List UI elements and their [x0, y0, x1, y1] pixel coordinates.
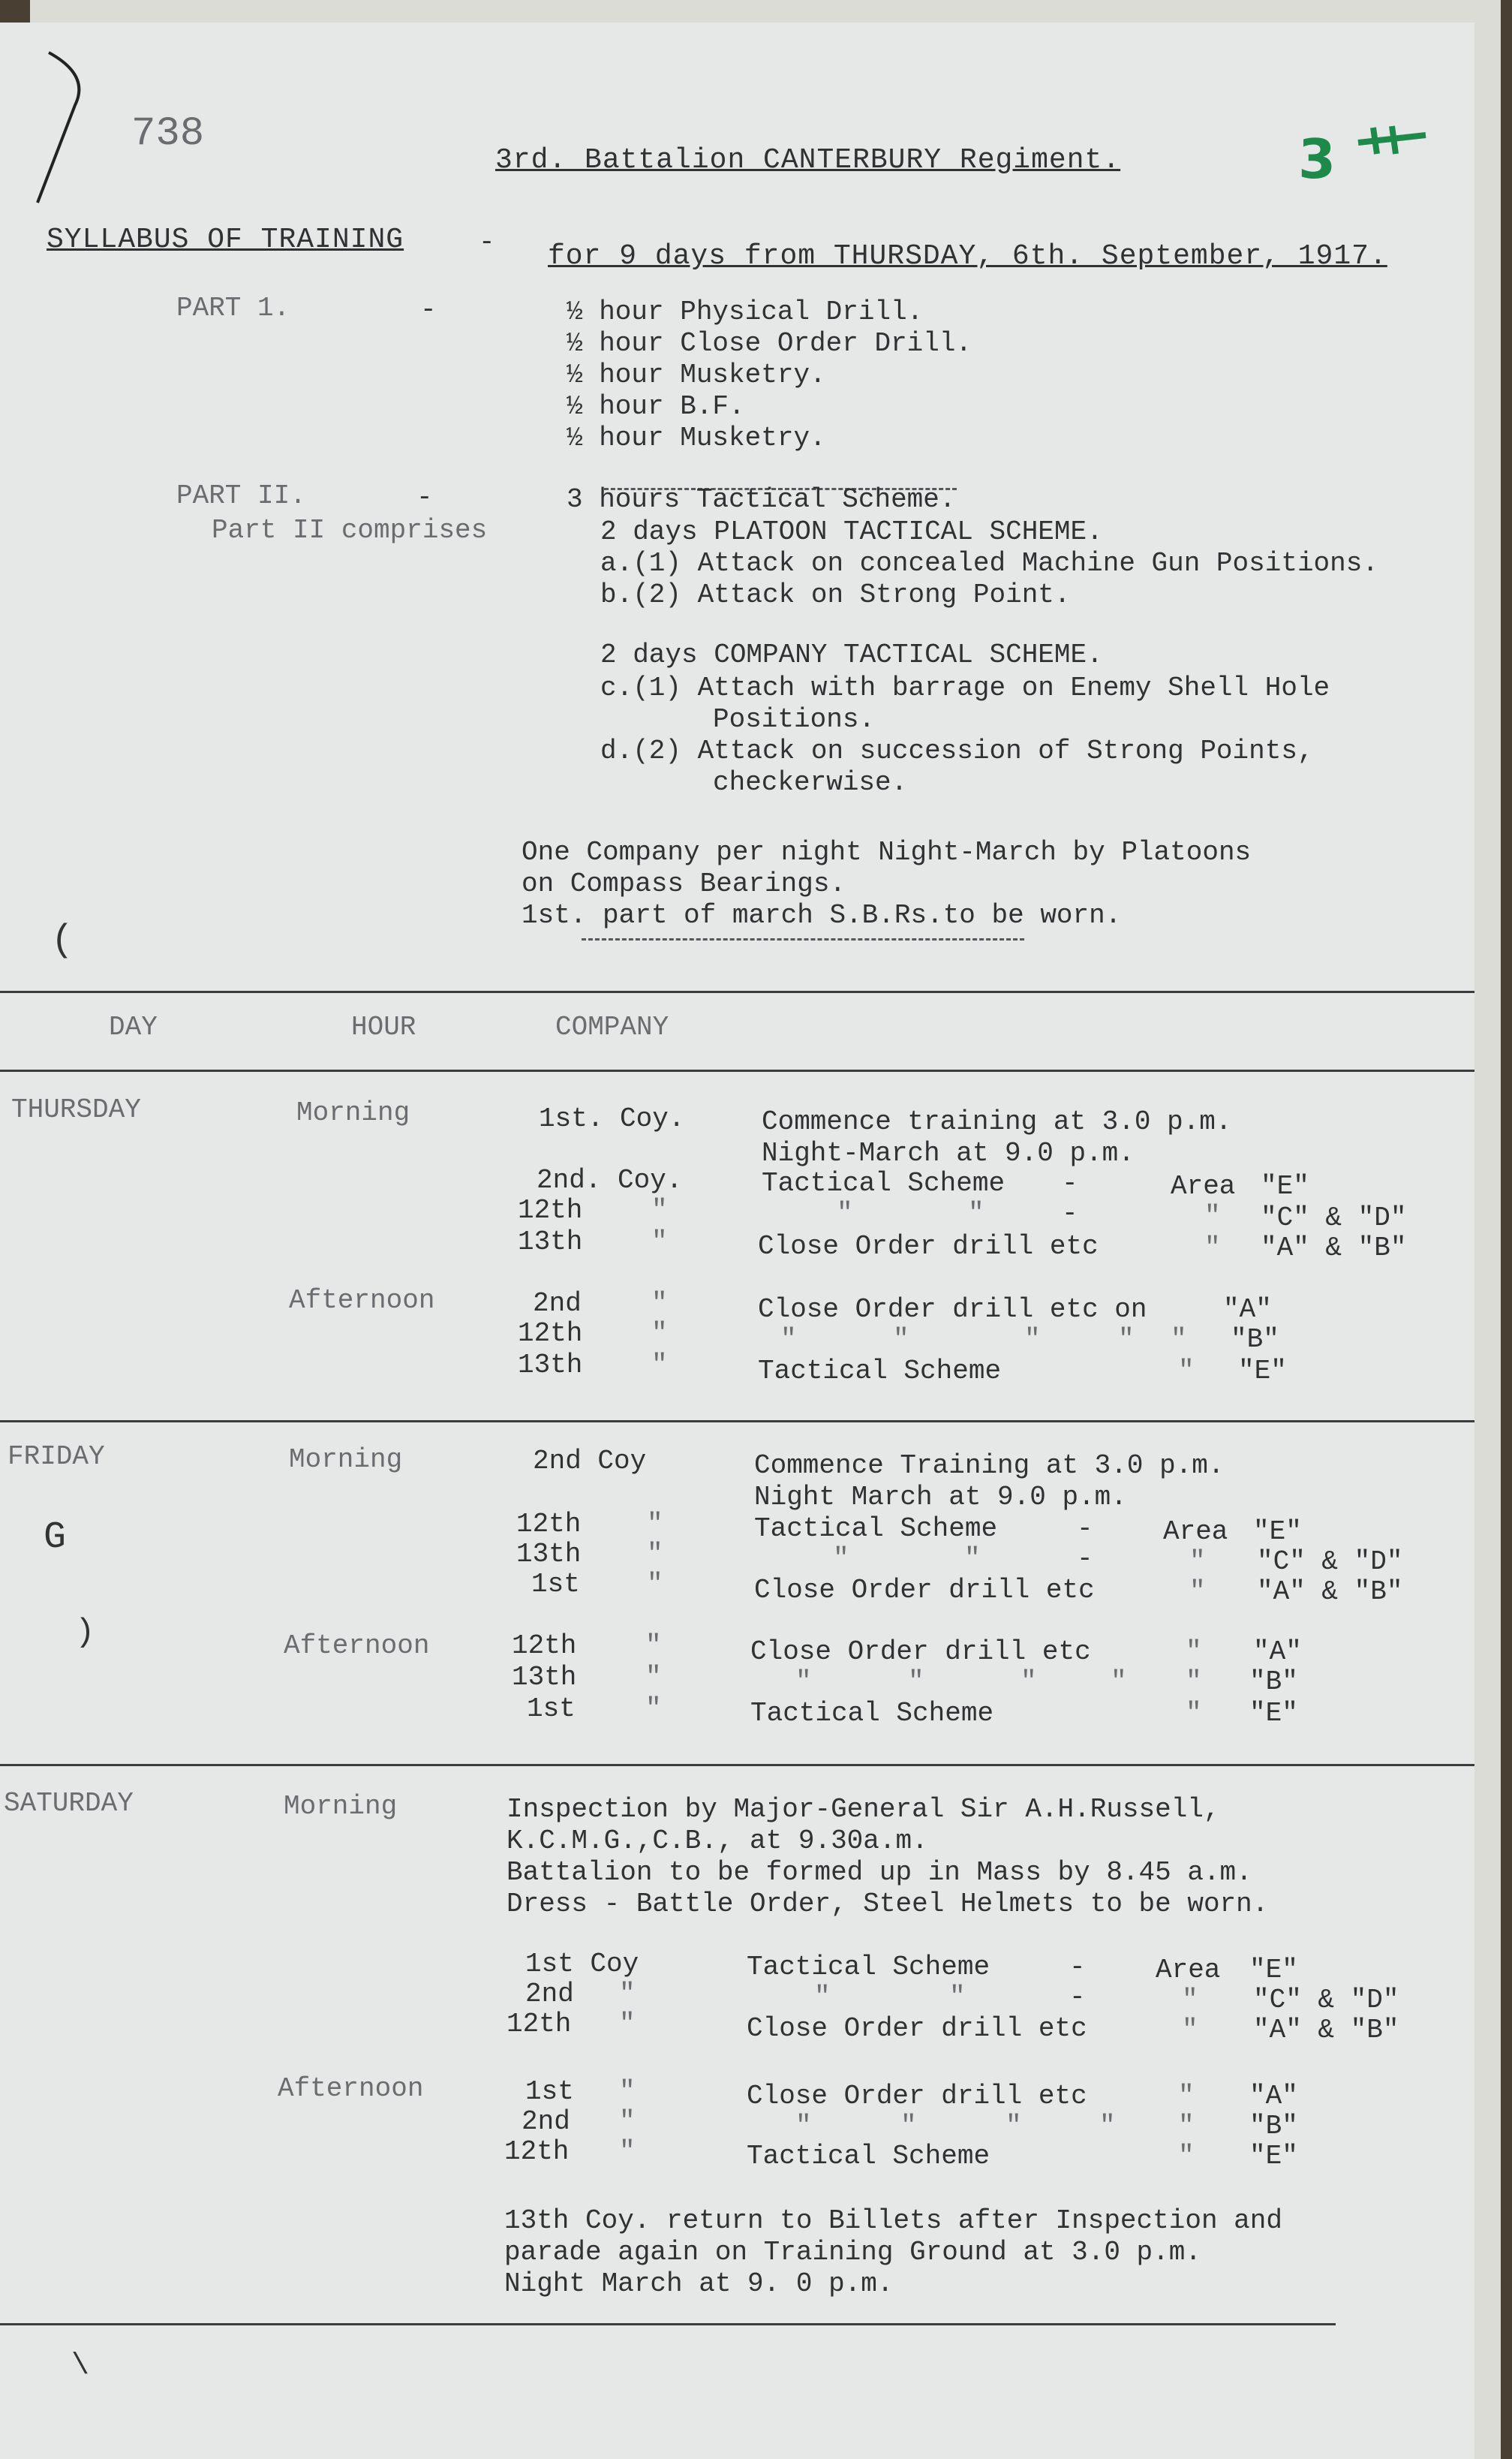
ditto-mark: "	[1024, 1324, 1041, 1355]
hour-morning: Morning	[284, 1791, 398, 1822]
activity-cell: Tactical Scheme	[750, 1698, 994, 1729]
activity-cell: Night-March at 9.0 p.m.	[762, 1138, 1135, 1169]
company-cell: 2nd	[525, 1979, 574, 2009]
ditto-mark: "	[645, 1693, 662, 1724]
ditto-mark: "	[647, 1569, 663, 1600]
dash-mark: -	[1062, 1198, 1078, 1229]
ditto-mark: "	[1021, 1666, 1037, 1697]
company-cell: 12th	[518, 1195, 583, 1226]
ditto-mark: "	[1178, 1356, 1195, 1386]
company-cell: 2nd	[522, 2106, 570, 2137]
ditto-mark: "	[1005, 2111, 1022, 2141]
part1-item: ½ hour Physical Drill.	[567, 296, 924, 327]
company-cell: 1st	[527, 1693, 576, 1724]
day-thursday: THURSDAY	[11, 1094, 141, 1125]
area-cell: "E"	[1249, 1955, 1298, 1985]
ditto-mark: "	[651, 1318, 668, 1349]
part1-item: ½ hour Musketry.	[567, 360, 826, 390]
document-page	[0, 23, 1474, 2459]
ditto-mark: "	[651, 1226, 668, 1257]
part2-dash: -	[416, 482, 433, 513]
folio-underline	[1351, 120, 1441, 150]
ditto-mark: "	[908, 1666, 924, 1697]
night-march-line: 1st. part of march S.B.Rs.to be worn.	[522, 900, 1122, 931]
activity-cell: Close Order drill etc	[747, 2081, 1087, 2111]
area-cell: "A"	[1223, 1294, 1272, 1325]
area-cell: "B"	[1231, 1324, 1279, 1355]
syllabus-period: for 9 days from THURSDAY, 6th. September, 1917.	[548, 240, 1387, 272]
part2-label: PART II.	[176, 480, 306, 511]
ditto-mark: "	[647, 1539, 663, 1570]
night-march-note	[522, 837, 1251, 932]
company-cell: 12th	[512, 1630, 577, 1661]
area-label: Area	[1156, 1955, 1221, 1985]
inspection-note	[507, 1794, 1268, 1920]
area-cell: "C" & "D"	[1261, 1202, 1407, 1233]
area-cell: "E"	[1249, 1698, 1298, 1729]
part1-item: ½ hour B.F.	[567, 391, 745, 422]
corner-pencil-stroke	[23, 45, 90, 210]
company-cell: 2nd Coy	[533, 1446, 647, 1476]
ditto-mark: "	[814, 1982, 831, 2012]
saturday-note-line: 13th Coy. return to Billets after Inspection and	[504, 2205, 1282, 2236]
ditto-mark: "	[795, 2111, 812, 2141]
area-label: Area	[1171, 1171, 1236, 1202]
part1-item: ½ hour Close Order Drill.	[567, 328, 972, 359]
ditto-mark: "	[1171, 1324, 1187, 1355]
dash-mark: -	[1077, 1513, 1093, 1544]
ditto-mark: "	[1204, 1233, 1221, 1263]
ditto-mark: "	[619, 2136, 636, 2167]
ditto-mark: "	[1178, 2081, 1195, 2111]
area-cell: "A" & "B"	[1257, 1576, 1403, 1607]
company-scheme-list	[600, 673, 1330, 799]
platoon-scheme-list	[600, 548, 1378, 611]
ditto-mark: "	[619, 2076, 636, 2107]
part1-label: PART 1.	[176, 293, 290, 324]
ditto-mark: "	[645, 1630, 662, 1661]
company-cell: 13th	[518, 1350, 583, 1380]
friday-rule	[0, 1764, 1474, 1766]
activity-cell: Night March at 9.0 p.m.	[754, 1482, 1127, 1512]
area-cell: "E"	[1253, 1516, 1302, 1547]
saturday-note-line: parade again on Training Ground at 3.0 p.m.	[504, 2237, 1201, 2268]
ditto-mark: "	[619, 1979, 636, 2009]
ditto-mark: "	[780, 1324, 797, 1355]
hour-afternoon: Afternoon	[284, 1630, 430, 1661]
dash-mark: -	[1069, 1982, 1086, 2012]
area-cell: "E"	[1249, 2141, 1298, 2172]
folio-tick-icon	[1351, 120, 1441, 165]
part1-list	[567, 296, 972, 454]
activity-cell: Tactical Scheme	[762, 1168, 1005, 1199]
day-saturday: SATURDAY	[4, 1788, 134, 1819]
table-top-rule	[0, 991, 1474, 993]
ditto-mark: "	[619, 2106, 636, 2137]
column-header-day: DAY	[109, 1012, 158, 1043]
dash-mark: -	[1077, 1543, 1093, 1574]
saturday-note	[504, 2205, 1282, 2300]
hour-morning: Morning	[289, 1444, 403, 1475]
ditto-mark: "	[964, 1543, 981, 1574]
activity-cell: Tactical Scheme	[758, 1356, 1002, 1386]
company-cell: 1st	[525, 2076, 574, 2107]
part1-dash: -	[420, 294, 437, 325]
column-header-hour: HOUR	[351, 1012, 416, 1043]
part2-comprises: Part II comprises	[212, 515, 488, 546]
bottom-rule	[0, 2323, 1336, 2325]
area-cell: "B"	[1249, 1666, 1298, 1697]
pencil-mark: )	[75, 1614, 95, 1651]
ditto-mark: "	[968, 1198, 984, 1229]
column-header-company: COMPANY	[555, 1012, 669, 1043]
saturday-note-line: Night March at 9. 0 p.m.	[504, 2268, 894, 2299]
company-cell: 2nd. Coy.	[537, 1165, 683, 1196]
ditto-mark: "	[1186, 1666, 1202, 1697]
ditto-mark: "	[647, 1509, 663, 1540]
activity-cell: Tactical Scheme	[747, 1952, 990, 1982]
company-cell: 13th	[518, 1226, 583, 1257]
inspection-line: Battalion to be formed up in Mass by 8.45 a.m.	[507, 1857, 1252, 1888]
company-cell: 2nd	[533, 1288, 582, 1319]
day-friday: FRIDAY	[8, 1441, 105, 1472]
syllabus-dash: -	[479, 227, 495, 257]
company-cell: 1st. Coy.	[539, 1103, 685, 1134]
night-march-line: on Compass Bearings.	[522, 868, 846, 899]
company-cell: 12th	[504, 2136, 570, 2167]
ditto-mark: "	[1178, 2141, 1195, 2172]
company-scheme-item: d.(2) Attack on succession of Strong Points,	[600, 736, 1314, 766]
document-title: 3rd. Battalion CANTERBURY Regiment.	[495, 144, 1121, 176]
company-cell: 12th	[516, 1509, 582, 1540]
area-cell: "C" & "D"	[1253, 1985, 1399, 2015]
company-cell: 1st	[531, 1569, 580, 1600]
thursday-rule	[0, 1420, 1474, 1422]
platoon-scheme-item: a.(1) Attack on concealed Machine Gun Positions.	[600, 548, 1378, 579]
ditto-mark: "	[619, 2009, 636, 2039]
pencil-mark: \	[71, 2349, 90, 2383]
ditto-mark: "	[1178, 2111, 1195, 2141]
activity-cell: Commence training at 3.0 p.m.	[762, 1106, 1232, 1137]
ditto-mark: "	[1189, 1546, 1206, 1577]
company-cell: 13th	[512, 1662, 577, 1693]
folio-mark: 3	[1298, 128, 1336, 191]
company-scheme-item: c.(1) Attach with barrage on Enemy Shell Hole	[600, 673, 1330, 703]
ditto-mark: "	[651, 1195, 668, 1226]
activity-cell: Close Order drill etc on	[758, 1294, 1147, 1325]
area-cell: "A" & "B"	[1253, 2015, 1399, 2045]
hour-afternoon: Afternoon	[278, 2073, 424, 2104]
ditto-mark: "	[795, 1666, 812, 1697]
part2-hours: 3 hours Tactical Scheme.	[567, 484, 956, 515]
ditto-mark: "	[837, 1198, 853, 1229]
inspection-line: K.C.M.G.,C.B., at 9.30a.m.	[507, 1825, 928, 1856]
platoon-scheme-item: b.(2) Attack on Strong Point.	[600, 579, 1071, 610]
dash-mark: -	[1062, 1168, 1078, 1199]
ditto-mark: "	[645, 1662, 662, 1693]
ditto-mark: "	[1111, 1666, 1127, 1697]
company-cell: 12th	[507, 2009, 572, 2039]
company-cell: 1st Coy	[525, 1949, 639, 1979]
area-cell: "A"	[1249, 2081, 1298, 2111]
ditto-mark: "	[949, 1982, 966, 2012]
activity-cell: Tactical Scheme	[747, 2141, 990, 2172]
area-cell: "A"	[1253, 1636, 1302, 1667]
ditto-mark: "	[893, 1324, 909, 1355]
page-number: 738	[131, 111, 205, 157]
ditto-mark: "	[1118, 1324, 1135, 1355]
hour-morning: Morning	[296, 1097, 410, 1128]
part2-separator	[582, 938, 1024, 941]
part1-item: ½ hour Musketry.	[567, 423, 826, 453]
inspection-line: Dress - Battle Order, Steel Helmets to be worn.	[507, 1889, 1269, 1919]
dash-mark: -	[1069, 1952, 1086, 1982]
area-cell: "E"	[1238, 1356, 1287, 1386]
pencil-mark: (	[51, 919, 74, 962]
ditto-mark: "	[1182, 1985, 1198, 2015]
ditto-mark: "	[833, 1543, 849, 1574]
activity-cell: Close Order drill etc	[747, 2013, 1087, 2044]
hour-afternoon: Afternoon	[289, 1285, 435, 1316]
activity-cell: Close Order drill etc	[758, 1231, 1099, 1262]
company-cell: 13th	[516, 1539, 582, 1570]
ditto-mark: "	[900, 2111, 917, 2141]
platoon-scheme-heading: 2 days PLATOON TACTICAL SCHEME.	[600, 516, 1103, 547]
activity-cell: Tactical Scheme	[754, 1513, 998, 1544]
area-cell: "E"	[1261, 1171, 1309, 1202]
ditto-mark: "	[1189, 1576, 1206, 1607]
area-cell: "B"	[1249, 2111, 1298, 2141]
company-cell: 12th	[518, 1318, 583, 1349]
ditto-mark: "	[651, 1288, 668, 1319]
header-rule	[0, 1070, 1474, 1072]
activity-cell: Close Order drill etc	[754, 1575, 1095, 1606]
ditto-mark: "	[1186, 1698, 1202, 1729]
syllabus-heading: SYLLABUS OF TRAINING	[47, 224, 404, 256]
area-cell: "A" & "B"	[1261, 1233, 1407, 1263]
company-scheme-item: Positions.	[713, 704, 876, 735]
activity-cell: Commence Training at 3.0 p.m.	[754, 1450, 1225, 1481]
night-march-line: One Company per night Night-March by Platoons	[522, 837, 1252, 868]
ditto-mark: "	[1186, 1636, 1202, 1667]
ditto-mark: "	[651, 1350, 668, 1380]
ditto-mark: "	[1099, 2111, 1116, 2141]
activity-cell: Close Order drill etc	[750, 1636, 1091, 1667]
pencil-mark: G	[44, 1516, 67, 1559]
company-scheme-heading: 2 days COMPANY TACTICAL SCHEME.	[600, 640, 1103, 670]
inspection-line: Inspection by Major-General Sir A.H.Russell,	[507, 1794, 1220, 1825]
area-cell: "C" & "D"	[1257, 1546, 1403, 1577]
area-label: Area	[1163, 1516, 1228, 1547]
company-scheme-item: checkerwise.	[713, 767, 908, 798]
ditto-mark: "	[1182, 2015, 1198, 2045]
ditto-mark: "	[1204, 1201, 1221, 1232]
